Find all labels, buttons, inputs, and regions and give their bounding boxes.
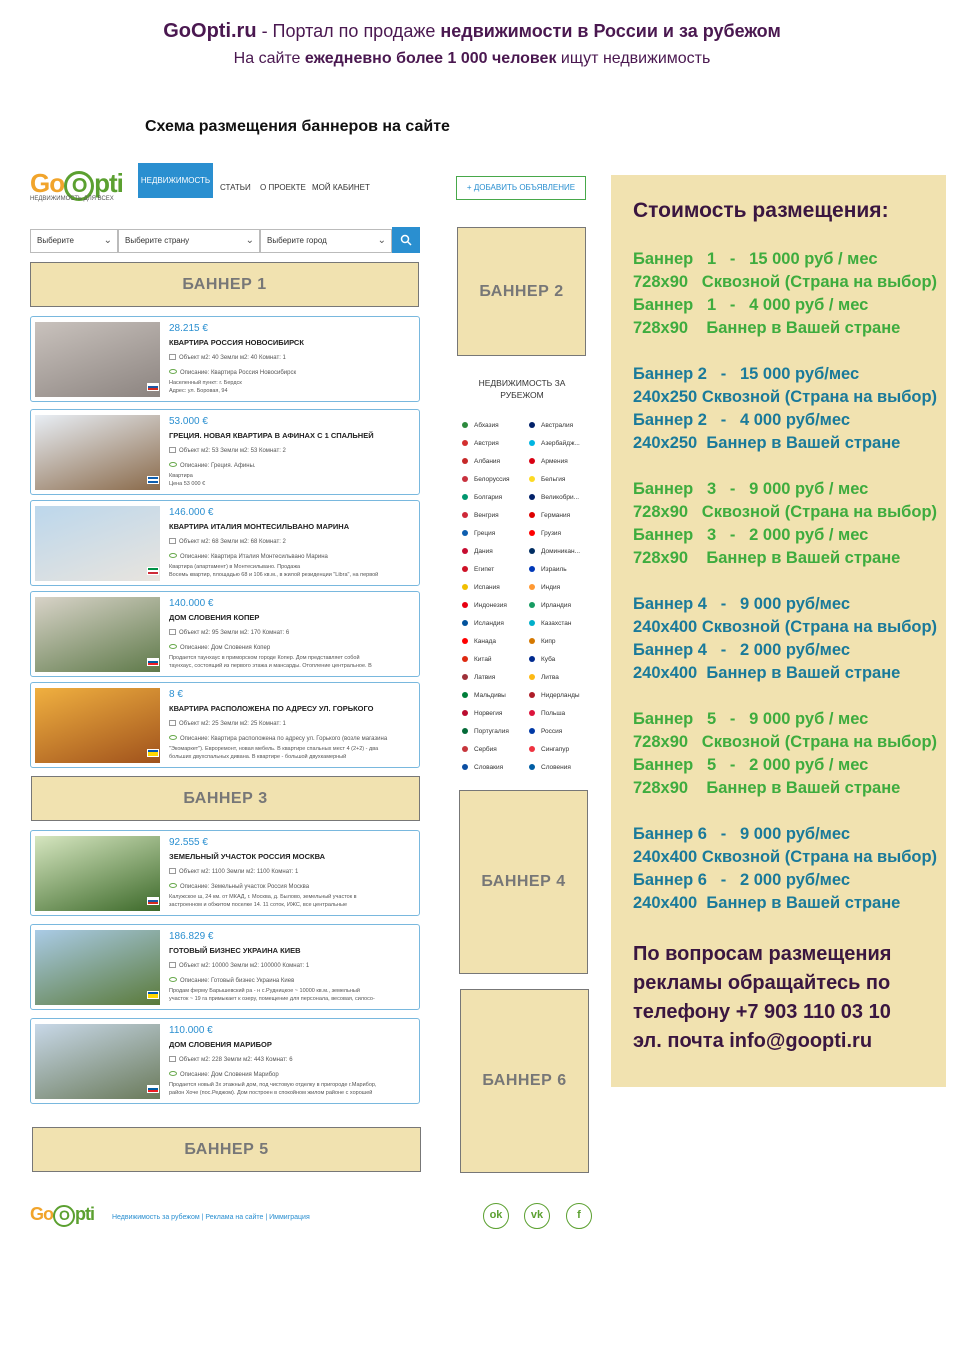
eye-icon — [169, 883, 177, 888]
country-name: Россия — [541, 728, 563, 735]
pricing-line: Баннер 4 - 9 000 руб/мес — [633, 595, 851, 613]
city-select[interactable] — [260, 229, 392, 253]
listing-photo[interactable] — [35, 415, 160, 490]
listing-extra: "Экомаркет"). Евроремонт, новая мебель. В квартире спальных мест 4 (2+2) - два больших двухспальных дивана. В квартире - большой двухкамерный — [169, 746, 379, 760]
country-link[interactable] — [462, 655, 492, 664]
country-link[interactable] — [529, 421, 573, 430]
country-name: Литва — [541, 674, 559, 681]
country-link[interactable] — [462, 475, 510, 484]
eye-icon — [169, 644, 177, 649]
flag-icon — [529, 494, 535, 500]
listing-desc-text: Описание: Квартира расположена по адресу ул. Горького (возле магазина — [180, 736, 388, 742]
area-icon — [169, 447, 176, 453]
flag-icon — [529, 584, 535, 590]
listing-stats-text: Объект м2: 10000 Земли м2: 100000 Комнат: 1 — [179, 963, 310, 969]
area-icon — [169, 354, 176, 360]
listing-card[interactable] — [30, 924, 420, 1010]
listing-photo[interactable] — [35, 930, 160, 1005]
flag-icon — [529, 638, 535, 644]
country-link[interactable] — [462, 529, 495, 538]
listing-title[interactable]: КВАРТИРА РАСПОЛОЖЕНА ПО АДРЕСУ УЛ. ГОРЬКОГО — [169, 704, 374, 713]
country-name: Великобри... — [541, 494, 580, 501]
banner-1[interactable]: БАННЕР 1 — [30, 262, 419, 307]
flag-icon — [529, 530, 535, 536]
eye-icon — [169, 735, 177, 740]
nav-cabinet[interactable]: МОЙ КАБИНЕТ — [312, 183, 370, 192]
flag-icon — [462, 548, 468, 554]
listing-desc — [169, 369, 296, 376]
listing-title[interactable]: ДОМ СЛОВЕНИЯ МАРИБОР — [169, 1040, 272, 1049]
listing-desc-text: Описание: Греция. Афины. — [180, 463, 256, 469]
pricing-line: 240х400 Баннер в Вашей стране — [633, 894, 901, 912]
pricing-line: Баннер 1 - 15 000 руб / мес — [633, 250, 878, 268]
flag-icon — [529, 458, 535, 464]
banner-4[interactable]: БАННЕР 4 — [459, 790, 588, 974]
listing-card[interactable] — [30, 409, 420, 495]
eye-icon — [169, 462, 177, 467]
country-name: Латвия — [474, 674, 496, 681]
eye-icon — [169, 369, 177, 374]
country-link[interactable] — [462, 691, 506, 700]
listing-price: 146.000 € — [169, 507, 214, 518]
flag-icon — [529, 710, 535, 716]
pricing-line: 728х90 Баннер в Вашей стране — [633, 319, 901, 337]
banner-6[interactable]: БАННЕР 6 — [460, 989, 589, 1173]
country-link[interactable] — [462, 709, 502, 718]
listing-stats — [169, 354, 286, 361]
country-link[interactable] — [529, 511, 570, 520]
country-select[interactable] — [118, 229, 260, 253]
flag-icon — [462, 530, 468, 536]
country-name: Германия — [541, 512, 571, 519]
country-flag-icon — [147, 476, 159, 484]
country-name: Греция — [474, 530, 496, 537]
country-link[interactable] — [462, 439, 499, 448]
country-name: Норвегия — [474, 710, 503, 717]
country-link[interactable] — [462, 457, 500, 466]
country-name: Нидерланды — [541, 692, 580, 699]
country-name: Доминикан... — [541, 548, 581, 555]
banner-2[interactable]: БАННЕР 2 — [457, 227, 586, 356]
listing-desc — [169, 977, 294, 984]
contact-phone: телефону +7 903 110 03 10 — [633, 1001, 891, 1023]
listing-desc-text: Описание: Квартира Россия Новосибирск — [180, 370, 297, 376]
pricing-line: Баннер 2 - 4 000 руб/мес — [633, 411, 851, 429]
country-link[interactable] — [529, 727, 562, 736]
listing-card[interactable] — [30, 1018, 420, 1104]
country-link[interactable] — [462, 493, 502, 502]
country-flag-icon — [147, 658, 159, 666]
country-name: Сербия — [474, 746, 497, 753]
flag-icon — [462, 746, 468, 752]
country-name: Словения — [541, 764, 571, 771]
listing-extra: Квартира (апартамент) в Монтесильвано. Продажа Восемь квартир, площадью 68 и 106 кв.м., в жилой резиденции "Libra", на первой — [169, 564, 379, 578]
country-name: Египет — [474, 566, 495, 573]
header-line-2 — [0, 50, 944, 68]
country-link[interactable] — [462, 601, 507, 610]
listing-desc — [169, 735, 387, 742]
flag-icon — [462, 476, 468, 482]
country-link[interactable] — [462, 637, 496, 646]
flag-icon — [529, 602, 535, 608]
country-link[interactable] — [462, 763, 503, 772]
listing-title[interactable]: ЗЕМЕЛЬНЫЙ УЧАСТОК РОССИЯ МОСКВА — [169, 852, 326, 861]
listing-desc — [169, 883, 309, 890]
pricing-line: 728х90 Баннер в Вашей стране — [633, 549, 901, 567]
country-name: Сингапур — [541, 746, 570, 753]
header-line2-suffix: ищут недвижимость — [556, 50, 711, 67]
listing-stats-text: Объект м2: 53 Земли м2: 53 Комнат: 2 — [179, 448, 286, 454]
flag-icon — [462, 440, 468, 446]
listing-stats-text: Объект м2: 1100 Земли м2: 1100 Комнат: 1 — [179, 869, 299, 875]
listing-stats-text: Объект м2: 95 Земли м2: 170 Комнат: 6 — [179, 630, 290, 636]
add-listing-button[interactable]: + ДОБАВИТЬ ОБЪЯВЛЕНИЕ — [456, 176, 586, 200]
city-select-value: Выберите город — [267, 236, 327, 245]
logo-pti: pti — [75, 1204, 94, 1224]
pricing-line: 728х90 Сквозной (Страна на выбор) — [633, 733, 938, 751]
listing-stats-text: Объект м2: 68 Земли м2: 68 Комнат: 2 — [179, 539, 286, 545]
country-link[interactable] — [462, 673, 495, 682]
pricing-line: 728х90 Сквозной (Страна на выбор) — [633, 273, 938, 291]
banner-3[interactable]: БАННЕР 3 — [31, 776, 420, 821]
listing-stats — [169, 868, 298, 875]
country-name: Исландия — [474, 620, 504, 627]
country-name: Индия — [541, 584, 561, 591]
country-name: Мальдивы — [474, 692, 506, 699]
listing-desc-text: Описание: Дом Словения Копер — [180, 645, 271, 651]
listing-stats — [169, 538, 286, 545]
listing-price: 28.215 € — [169, 323, 208, 334]
country-link[interactable] — [529, 673, 559, 682]
eye-icon — [169, 977, 177, 982]
flag-icon — [462, 728, 468, 734]
area-icon — [169, 720, 176, 726]
listing-stats-text: Объект м2: 228 Земли м2: 443 Комнат: 6 — [179, 1057, 293, 1063]
flag-icon — [462, 620, 468, 626]
country-link[interactable] — [529, 763, 571, 772]
listing-photo[interactable] — [35, 1024, 160, 1099]
abroad-title: НЕДВИЖИМОСТЬ ЗА РУБЕЖОМ — [478, 378, 566, 400]
pricing-line: 728х90 Баннер в Вашей стране — [633, 779, 901, 797]
country-link[interactable] — [529, 601, 571, 610]
listing-photo[interactable] — [35, 597, 160, 672]
country-name: Австрия — [474, 440, 499, 447]
flag-icon — [462, 422, 468, 428]
header-line2-prefix: На сайте — [233, 50, 305, 67]
country-flag-icon — [147, 567, 159, 575]
country-select-value: Выберите страну — [125, 236, 190, 245]
listing-photo[interactable] — [35, 688, 160, 763]
flag-icon — [529, 548, 535, 554]
listing-price: 92.555 € — [169, 837, 208, 848]
flag-icon — [462, 692, 468, 698]
country-name: Албания — [474, 458, 501, 465]
flag-icon — [529, 746, 535, 752]
search-button[interactable] — [392, 227, 420, 253]
listing-photo[interactable] — [35, 836, 160, 911]
pricing-line: Баннер 5 - 9 000 руб / мес — [633, 710, 869, 728]
listing-card[interactable] — [30, 682, 420, 768]
country-link[interactable] — [529, 637, 556, 646]
logo-o: O — [53, 1205, 75, 1227]
pricing-line: Баннер 5 - 2 000 руб / мес — [633, 756, 869, 774]
country-link[interactable] — [529, 583, 560, 592]
country-name: Бельгия — [541, 476, 566, 483]
country-flag-icon — [147, 991, 159, 999]
flag-icon — [462, 494, 468, 500]
country-name: Куба — [541, 656, 556, 663]
footer-links[interactable]: Недвижимость за рубежом | Реклама на сайте | Иммиграция — [112, 1214, 310, 1221]
country-link[interactable] — [529, 547, 580, 556]
search-icon — [400, 234, 412, 246]
pricing-line: Баннер 6 - 9 000 руб/мес — [633, 825, 851, 843]
listing-stats — [169, 962, 309, 969]
flag-icon — [462, 638, 468, 644]
country-name: Индонезия — [474, 602, 507, 609]
header-line2-bold: ежедневно более 1 000 человек — [304, 50, 557, 67]
listing-desc-text: Описание: Дом Словения Марибор — [180, 1072, 279, 1078]
listing-desc — [169, 462, 256, 469]
facebook-icon[interactable]: f — [566, 1203, 592, 1229]
pricing-line: 728х90 Сквозной (Страна на выбор) — [633, 503, 938, 521]
pricing-line: 240х400 Сквозной (Страна на выбор) — [633, 618, 938, 636]
flag-icon — [462, 764, 468, 770]
country-link[interactable] — [462, 565, 494, 574]
country-link[interactable] — [462, 421, 499, 430]
logo-tagline: НЕДВИЖИМОСТЬ ДЛЯ ВСЕХ — [30, 196, 114, 202]
pricing-line: Баннер 3 - 9 000 руб / мес — [633, 480, 869, 498]
flag-icon — [462, 584, 468, 590]
pricing-title: Стоимость размещения: — [633, 199, 889, 222]
listing-desc — [169, 644, 270, 651]
flag-icon — [529, 476, 535, 482]
listing-card[interactable] — [30, 500, 420, 586]
header-line-1 — [0, 20, 944, 43]
listing-title[interactable]: КВАРТИРА РОССИЯ НОВОСИБИРСК — [169, 338, 304, 347]
pricing-line: Баннер 6 - 2 000 руб/мес — [633, 871, 851, 889]
country-link[interactable] — [462, 511, 499, 520]
listing-extra: Калужское ш, 24 км. от МКАД, г. Москва, д. Былово, земельный участок в застроенном и обжитом поселке 14. 11 соток, ИЖС, все центральные — [169, 894, 357, 908]
country-flag-icon — [147, 897, 159, 905]
country-link[interactable] — [462, 619, 504, 628]
country-flag-icon — [147, 1085, 159, 1093]
listing-price: 110.000 € — [169, 1025, 213, 1036]
chevron-down-icon: ⌄ — [377, 235, 386, 246]
country-link[interactable] — [529, 691, 580, 700]
country-link[interactable] — [462, 547, 493, 556]
listing-desc — [169, 553, 328, 560]
logo-pti: pti — [94, 168, 123, 198]
pricing-line: 240х250 Сквозной (Страна на выбор) — [633, 388, 938, 406]
logo-go: Go — [30, 168, 65, 198]
flag-icon — [462, 602, 468, 608]
country-link[interactable] — [462, 745, 497, 754]
listing-extra: Продается таунхаус в приморском городе Копер. Дом представляет собой таунхаус, состоящий из первого этажа и мансарды. Отопление центральное. В — [169, 655, 372, 669]
listing-title[interactable]: ГРЕЦИЯ. НОВАЯ КВАРТИРА В АФИНАХ С 1 СПАЛЬНЕЙ — [169, 431, 374, 440]
country-name: Грузия — [541, 530, 562, 537]
listing-desc-text: Описание: Готовый бизнес Украина Киев — [180, 978, 295, 984]
listing-photo[interactable] — [35, 322, 160, 397]
country-name: Австралия — [541, 422, 574, 429]
header-text: - Портал по продаже — [256, 21, 441, 41]
country-name: Болгария — [474, 494, 503, 501]
flag-icon — [462, 710, 468, 716]
listing-title[interactable]: ДОМ СЛОВЕНИЯ КОПЕР — [169, 613, 260, 622]
country-link[interactable] — [529, 745, 569, 754]
country-name: Ирландия — [541, 602, 572, 609]
flag-icon — [462, 656, 468, 662]
flag-icon — [529, 674, 535, 680]
banner-5[interactable]: БАННЕР 5 — [32, 1127, 421, 1172]
flag-icon — [529, 728, 535, 734]
country-name: Азербайдж... — [541, 440, 580, 447]
type-select-value: Выберите — [37, 236, 74, 245]
listing-card[interactable] — [30, 591, 420, 677]
header-bold-text: недвижимости в России и за рубежом — [440, 21, 781, 41]
flag-icon — [529, 512, 535, 518]
listing-stats — [169, 720, 286, 727]
listing-extra: Населенный пункт: г. Бердск Адрес: ул. Боровая, 94 — [169, 380, 242, 394]
flag-icon — [529, 656, 535, 662]
country-link[interactable] — [529, 457, 568, 466]
country-link[interactable] — [529, 493, 579, 502]
chevron-down-icon: ⌄ — [103, 235, 112, 246]
country-link[interactable] — [529, 655, 555, 664]
pricing-line: Баннер 3 - 2 000 руб / мес — [633, 526, 869, 544]
pricing-line: 240х400 Сквозной (Страна на выбор) — [633, 848, 938, 866]
flag-icon — [529, 422, 535, 428]
country-name: Армения — [541, 458, 568, 465]
listing-desc-text: Описание: Квартира Италия Монтесильвано Марина — [180, 554, 328, 560]
country-link[interactable] — [529, 475, 565, 484]
listing-photo[interactable] — [35, 506, 160, 581]
nav-about[interactable]: О ПРОЕКТЕ — [260, 183, 306, 192]
vk-icon[interactable]: vk — [524, 1203, 550, 1229]
listing-stats — [169, 629, 289, 636]
flag-icon — [462, 458, 468, 464]
listing-price: 8 € — [169, 689, 183, 700]
flag-icon — [462, 674, 468, 680]
country-name: Канада — [474, 638, 497, 645]
listing-card[interactable] — [30, 316, 420, 402]
listing-stats-text: Объект м2: 25 Земли м2: 25 Комнат: 1 — [179, 721, 286, 727]
flag-icon — [529, 620, 535, 626]
listing-price: 140.000 € — [169, 598, 214, 609]
logo-go: Go — [30, 1204, 53, 1224]
country-name: Испания — [474, 584, 500, 591]
listing-price: 186.829 € — [169, 931, 214, 942]
nav-articles[interactable]: СТАТЬИ — [220, 183, 251, 192]
country-name: Польша — [541, 710, 566, 717]
brand-name: GoOpti.ru — [163, 20, 257, 42]
country-link[interactable] — [462, 583, 500, 592]
pricing-line: Баннер 1 - 4 000 руб / мес — [633, 296, 869, 314]
listing-extra: Квартира Цена 53 000 € — [169, 473, 206, 487]
area-icon — [169, 868, 176, 874]
listing-desc-text: Описание: Земельный участок Россия Москва — [180, 884, 310, 890]
flag-icon — [529, 566, 535, 572]
pricing-line: Баннер 2 - 15 000 руб/мес — [633, 365, 860, 383]
logo-o: O — [64, 171, 94, 201]
country-name: Абхазия — [474, 422, 499, 429]
country-name: Дания — [474, 548, 493, 555]
flag-icon — [529, 440, 535, 446]
listing-desc — [169, 1071, 279, 1078]
odnoklassniki-icon[interactable]: ok — [483, 1203, 509, 1229]
country-link[interactable] — [529, 619, 571, 628]
pricing-line: Баннер 4 - 2 000 руб/мес — [633, 641, 851, 659]
country-link[interactable] — [462, 727, 509, 736]
country-name: Венгрия — [474, 512, 499, 519]
listing-stats — [169, 1056, 293, 1063]
country-name: Кипр — [541, 638, 556, 645]
flag-icon — [529, 764, 535, 770]
country-name: Белоруссия — [474, 476, 510, 483]
eye-icon — [169, 1071, 177, 1076]
country-name: Словакия — [474, 764, 504, 771]
country-flag-icon — [147, 749, 159, 757]
nav-realty[interactable]: НЕДВИЖИМОСТЬ — [138, 163, 213, 198]
contact-line: рекламы обращайтесь по — [633, 972, 891, 994]
area-icon — [169, 629, 176, 635]
country-link[interactable] — [529, 529, 561, 538]
chevron-down-icon: ⌄ — [245, 235, 254, 246]
scheme-title: Схема размещения баннеров на сайте — [145, 118, 450, 135]
area-icon — [169, 962, 176, 968]
listing-stats — [169, 447, 286, 454]
area-icon — [169, 538, 176, 544]
country-link[interactable] — [529, 709, 565, 718]
listing-price: 53.000 € — [169, 416, 208, 427]
area-icon — [169, 1056, 176, 1062]
pricing-line: 240х400 Баннер в Вашей стране — [633, 664, 901, 682]
country-link[interactable] — [529, 439, 580, 448]
country-link[interactable] — [529, 565, 567, 574]
flag-icon — [462, 566, 468, 572]
footer-logo[interactable] — [30, 1204, 94, 1227]
flag-icon — [529, 692, 535, 698]
type-select[interactable] — [30, 229, 118, 253]
flag-icon — [462, 512, 468, 518]
country-name: Китай — [474, 656, 492, 663]
pricing-line: 240х250 Баннер в Вашей стране — [633, 434, 901, 452]
country-name: Португалия — [474, 728, 509, 735]
country-flag-icon — [147, 383, 159, 391]
contact-email: эл. почта info@goopti.ru — [633, 1030, 873, 1052]
listing-stats-text: Объект м2: 40 Земли м2: 40 Комнат: 1 — [179, 355, 286, 361]
listing-extra: Продается новый 3х этажный дом, под чистовую отделку в пригороде г.Марибор, район Хоче (пос.Реджом). Дом построен в спокойном жилом районе с хорошей — [169, 1082, 377, 1096]
contact-line: По вопросам размещения — [633, 943, 892, 965]
listing-title[interactable]: КВАРТИРА ИТАЛИЯ МОНТЕСИЛЬВАНО МАРИНА — [169, 522, 350, 531]
listing-card[interactable] — [30, 830, 420, 916]
contact-info — [633, 940, 943, 1056]
listing-title[interactable]: ГОТОВЫЙ БИЗНЕС УКРАИНА КИЕВ — [169, 946, 301, 955]
country-name: Израиль — [541, 566, 567, 573]
country-name: Казахстан — [541, 620, 572, 627]
listing-extra: Продам ферму Барышевский ра - н с.Рудницкое ~ 10000 кв.м., земельный участок ~ 19 га примыкает к озеру, помещение для персонала, весовая, силосо- — [169, 988, 375, 1002]
eye-icon — [169, 553, 177, 558]
